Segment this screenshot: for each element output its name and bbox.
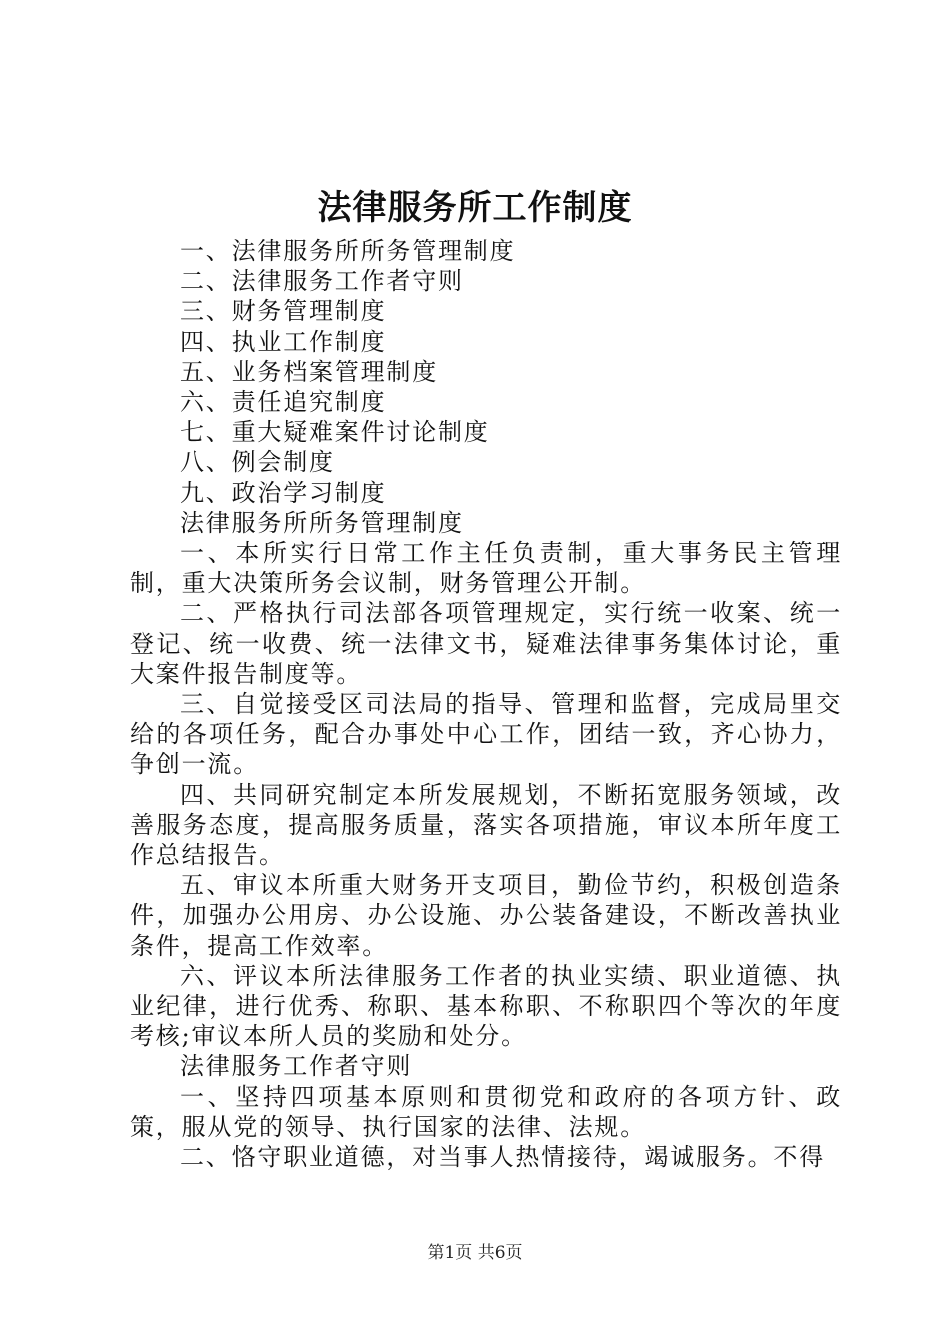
paragraph: 五、审议本所重大财务开支项目，勤俭节约，积极创造条件，加强办公用房、办公设施、办公装备建设，不断改善执业条件，提高工作效率。 [130, 871, 842, 960]
page-footer: 第1页 共6页 [427, 1243, 523, 1263]
toc-item: 九、政治学习制度 [180, 478, 387, 507]
toc-item: 六、责任追究制度 [180, 388, 387, 417]
section-heading: 法律服务所所务管理制度 [180, 508, 464, 537]
toc-item: 四、执业工作制度 [180, 327, 387, 356]
toc-item: 一、法律服务所所务管理制度 [180, 237, 516, 265]
paragraph: 一、本所实行日常工作主任负责制，重大事务民主管理制，重大决策所务会议制，财务管理公开制。 [130, 539, 842, 598]
paragraph: 三、自觉接受区司法局的指导、管理和监督，完成局里交给的各项任务，配合办事处中心工作，团结一致，齐心协力，争创一流。 [130, 690, 842, 779]
toc-item: 七、重大疑难案件讨论制度 [180, 418, 490, 447]
paragraph: 六、评议本所法律服务工作者的执业实绩、职业道德、执业纪律，进行优秀、称职、基本称职、不称职四个等次的年度考核;审议本所人员的奖励和处分。 [130, 961, 842, 1051]
document-body [130, 236, 842, 1172]
toc-item: 三、财务管理制度 [180, 297, 387, 326]
toc-item: 二、法律服务工作者守则 [180, 267, 464, 296]
toc-item: 五、业务档案管理制度 [180, 357, 438, 386]
toc-item: 八、例会制度 [180, 448, 335, 477]
paragraph: 二、恪守职业道德，对当事人热情接待，竭诚服务。不得 [180, 1143, 825, 1172]
paragraph: 二、严格执行司法部各项管理规定，实行统一收案、统一登记、统一收费、统一法律文书，疑难法律事务集体讨论，重大案件报告制度等。 [130, 599, 842, 688]
paragraph: 四、共同研究制定本所发展规划，不断拓宽服务领域，改善服务态度，提高服务质量，落实各项措施，审议本所年度工作总结报告。 [130, 780, 842, 870]
section-heading: 法律服务工作者守则 [180, 1052, 413, 1081]
document-title: 法律服务所工作制度 [317, 188, 633, 228]
paragraph: 一、坚持四项基本原则和贯彻党和政府的各项方针、政策，服从党的领导、执行国家的法律、法规。 [130, 1082, 842, 1141]
